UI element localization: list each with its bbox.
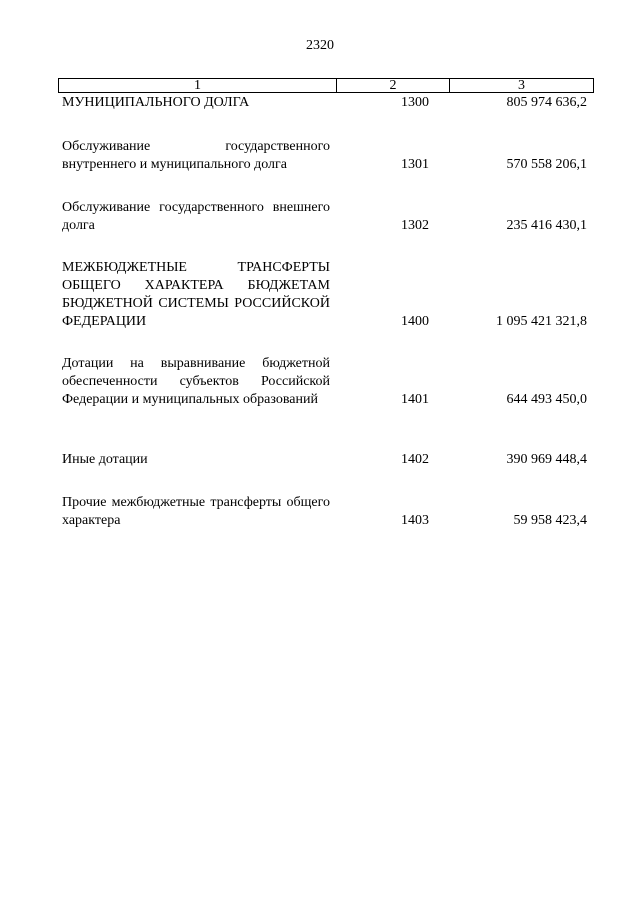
row-code: 1402 xyxy=(401,452,429,467)
row-code: 1302 xyxy=(401,218,429,233)
row-code: 1301 xyxy=(401,157,429,172)
row-code: 1401 xyxy=(401,392,429,407)
table-row xyxy=(62,451,590,469)
row-amount: 59 958 423,4 xyxy=(513,513,587,528)
table-row xyxy=(62,199,590,235)
header-col-1: 1 xyxy=(59,79,337,92)
row-amount: 805 974 636,2 xyxy=(506,95,587,110)
row-label: МУНИЦИПАЛЬНОГО ДОЛГА xyxy=(62,95,250,110)
header-col-3: 3 xyxy=(518,78,525,93)
row-amount: 1 095 421 321,8 xyxy=(496,314,587,329)
row-label: Прочие межбюджетные трансферты общего характера xyxy=(62,495,330,528)
header-col-2: 2 xyxy=(337,79,450,92)
row-label: Обслуживание государственного внутреннего и муниципального долга xyxy=(62,139,330,172)
row-amount: 644 493 450,0 xyxy=(506,392,587,407)
row-code: 1400 xyxy=(401,314,429,329)
row-amount: 390 969 448,4 xyxy=(506,452,587,467)
row-label: Дотации на выравнивание бюджетной обеспеченности субъектов Российской Федерации и муниципальных образований xyxy=(62,356,330,407)
page-number: 2320 xyxy=(306,38,334,53)
row-code: 1300 xyxy=(401,95,429,110)
table-row xyxy=(62,259,590,331)
table-row xyxy=(62,355,590,409)
row-label: МЕЖБЮДЖЕТНЫЕ ТРАНСФЕРТЫ ОБЩЕГО ХАРАКТЕРА БЮДЖЕТАМ БЮДЖЕТНОЙ СИСТЕМЫ РОССИЙСКОЙ ФЕДЕРАЦИИ xyxy=(62,260,330,329)
row-amount: 570 558 206,1 xyxy=(506,157,587,172)
row-label: Обслуживание государственного внешнего долга xyxy=(62,200,330,233)
table-header xyxy=(58,78,594,93)
row-amount: 235 416 430,1 xyxy=(506,218,587,233)
table-row xyxy=(62,494,590,530)
row-code: 1403 xyxy=(401,513,429,528)
table-row xyxy=(62,94,590,112)
table-row xyxy=(62,138,590,174)
row-label: Иные дотации xyxy=(62,452,148,467)
